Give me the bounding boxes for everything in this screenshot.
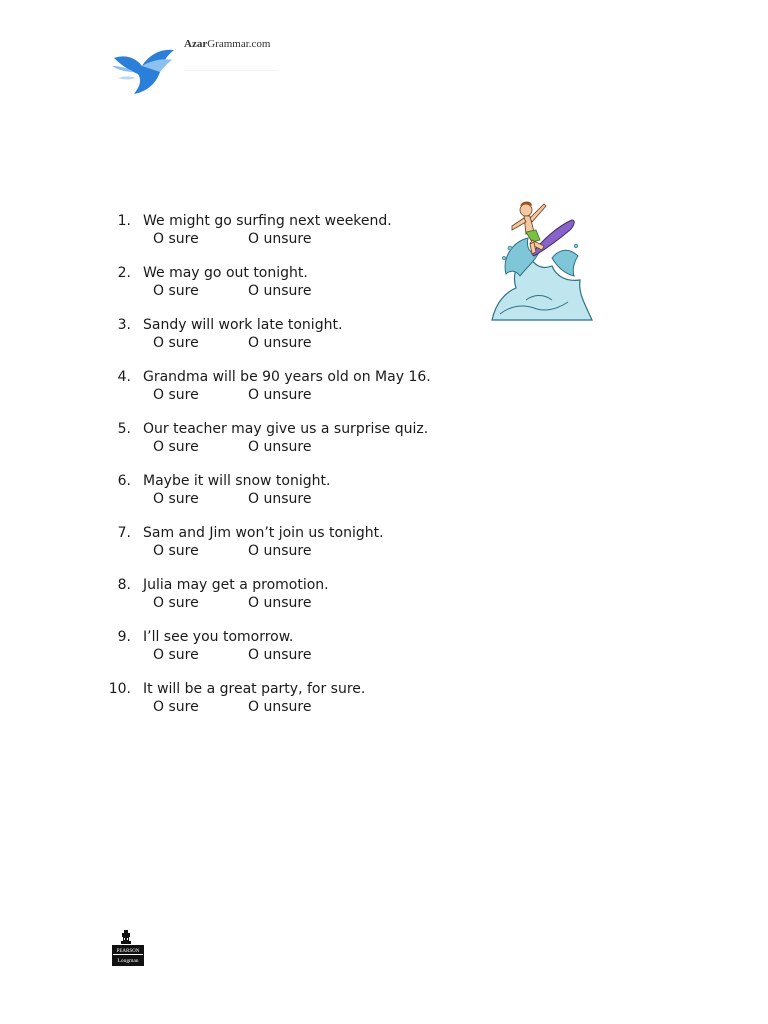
question-number: 9. [117,629,131,645]
site-name-rest: Grammar.com [207,38,271,50]
surfer-icon [486,196,594,326]
question-text: Our teacher may give us a surprise quiz. [143,421,429,437]
option-unsure[interactable]: O unsure [248,283,312,299]
question-number: 8. [117,577,131,593]
question-item [106,212,466,264]
option-unsure[interactable]: O unsure [248,439,312,455]
site-logo[interactable] [112,36,292,98]
question-item [106,264,466,316]
option-sure[interactable]: O sure [153,335,199,351]
option-unsure[interactable]: O unsure [248,387,312,403]
question-number: 10. [108,681,131,697]
publisher-logo-icon [112,928,144,966]
option-sure[interactable]: O sure [153,387,199,403]
question-text: It will be a great party, for sure. [143,681,366,697]
site-name [184,38,270,50]
option-unsure[interactable]: O unsure [248,543,312,559]
question-item [106,420,466,472]
option-sure[interactable]: O sure [153,491,199,507]
question-text: Grandma will be 90 years old on May 16. [143,369,431,385]
option-sure[interactable]: O sure [153,439,199,455]
publisher-sub: Longman [117,958,139,964]
site-name-bold: Azar [184,38,208,50]
question-text: Maybe it will snow tonight. [143,473,331,489]
question-text: Julia may get a promotion. [143,577,329,593]
option-sure[interactable]: O sure [153,231,199,247]
question-item [106,524,466,576]
question-number: 5. [117,421,131,437]
question-item [106,316,466,368]
option-unsure[interactable]: O unsure [248,491,312,507]
question-item [106,576,466,628]
option-sure[interactable]: O sure [153,699,199,715]
question-item [106,628,466,680]
question-text: Sandy will work late tonight. [143,317,343,333]
publisher-name: PEARSON [116,949,140,954]
option-unsure[interactable]: O unsure [248,595,312,611]
option-sure[interactable]: O sure [153,543,199,559]
question-text: We might go surfing next weekend. [143,213,392,229]
question-item [106,472,466,524]
question-list [106,212,466,732]
question-item [106,680,466,732]
option-unsure[interactable]: O unsure [248,231,312,247]
option-sure[interactable]: O sure [153,647,199,663]
option-sure[interactable]: O sure [153,595,199,611]
option-unsure[interactable]: O unsure [248,335,312,351]
question-text: I’ll see you tomorrow. [143,629,294,645]
option-sure[interactable]: O sure [153,283,199,299]
question-text: Sam and Jim won’t join us tonight. [143,525,384,541]
question-number: 4. [117,369,131,385]
question-number: 7. [117,525,131,541]
option-unsure[interactable]: O unsure [248,647,312,663]
site-underline [184,70,278,71]
bird-icon [112,42,178,94]
question-number: 3. [117,317,131,333]
question-text: We may go out tonight. [143,265,308,281]
option-unsure[interactable]: O unsure [248,699,312,715]
question-number: 1. [117,213,131,229]
question-item [106,368,466,420]
question-number: 2. [117,265,131,281]
question-number: 6. [117,473,131,489]
